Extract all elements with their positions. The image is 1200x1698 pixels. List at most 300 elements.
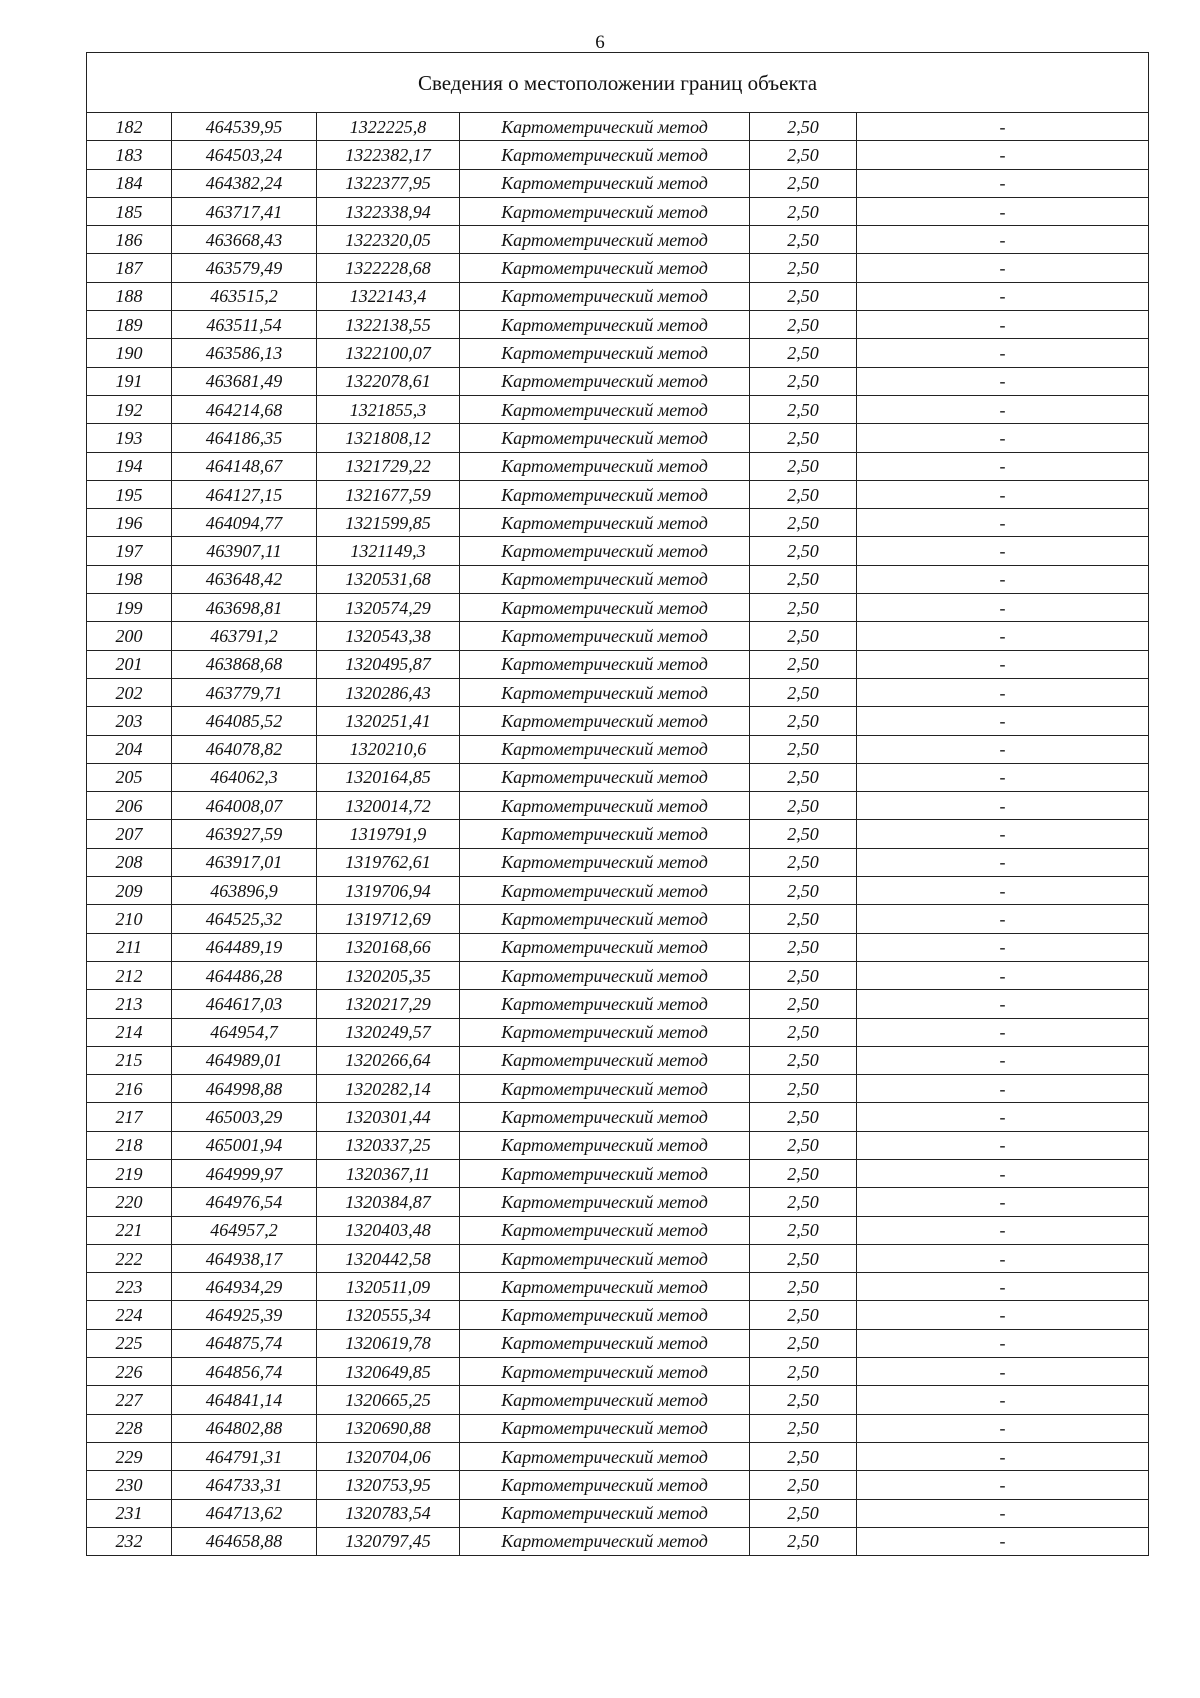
coord-y-cell: 1320205,35 bbox=[317, 961, 460, 989]
point-number-cell: 193 bbox=[87, 424, 172, 452]
description-cell: - bbox=[857, 537, 1149, 565]
point-number-cell: 211 bbox=[87, 933, 172, 961]
point-number-cell: 212 bbox=[87, 961, 172, 989]
table-row bbox=[87, 905, 1149, 933]
coord-y-cell: 1320217,29 bbox=[317, 990, 460, 1018]
description-cell: - bbox=[857, 565, 1149, 593]
point-number-cell: 226 bbox=[87, 1358, 172, 1386]
method-cell: Картометрический метод bbox=[460, 339, 750, 367]
table-row bbox=[87, 1442, 1149, 1470]
coord-y-cell: 1321677,59 bbox=[317, 480, 460, 508]
coord-x-cell: 464008,07 bbox=[172, 792, 317, 820]
coord-x-cell: 464925,39 bbox=[172, 1301, 317, 1329]
accuracy-cell: 2,50 bbox=[750, 1386, 857, 1414]
coord-x-cell: 464127,15 bbox=[172, 480, 317, 508]
description-cell: - bbox=[857, 1414, 1149, 1442]
coord-y-cell: 1321599,85 bbox=[317, 509, 460, 537]
coord-x-cell: 463681,49 bbox=[172, 367, 317, 395]
method-cell: Картометрический метод bbox=[460, 1301, 750, 1329]
coord-x-cell: 464214,68 bbox=[172, 395, 317, 423]
coord-y-cell: 1320168,66 bbox=[317, 933, 460, 961]
point-number-cell: 224 bbox=[87, 1301, 172, 1329]
coord-x-cell: 463648,42 bbox=[172, 565, 317, 593]
table-row bbox=[87, 1244, 1149, 1272]
method-cell: Картометрический метод bbox=[460, 226, 750, 254]
coord-y-cell: 1320783,54 bbox=[317, 1499, 460, 1527]
method-cell: Картометрический метод bbox=[460, 961, 750, 989]
accuracy-cell: 2,50 bbox=[750, 763, 857, 791]
coord-y-cell: 1320442,58 bbox=[317, 1244, 460, 1272]
accuracy-cell: 2,50 bbox=[750, 1301, 857, 1329]
description-cell: - bbox=[857, 848, 1149, 876]
description-cell: - bbox=[857, 141, 1149, 169]
point-number-cell: 225 bbox=[87, 1329, 172, 1357]
description-cell: - bbox=[857, 339, 1149, 367]
method-cell: Картометрический метод bbox=[460, 113, 750, 141]
method-cell: Картометрический метод bbox=[460, 1442, 750, 1470]
accuracy-cell: 2,50 bbox=[750, 707, 857, 735]
point-number-cell: 182 bbox=[87, 113, 172, 141]
coord-x-cell: 464525,32 bbox=[172, 905, 317, 933]
point-number-cell: 210 bbox=[87, 905, 172, 933]
method-cell: Картометрический метод bbox=[460, 169, 750, 197]
coord-y-cell: 1320210,6 bbox=[317, 735, 460, 763]
point-number-cell: 184 bbox=[87, 169, 172, 197]
description-cell: - bbox=[857, 254, 1149, 282]
table-row bbox=[87, 565, 1149, 593]
coord-x-cell: 464658,88 bbox=[172, 1527, 317, 1555]
point-number-cell: 192 bbox=[87, 395, 172, 423]
method-cell: Картометрический метод bbox=[460, 1414, 750, 1442]
table-row bbox=[87, 226, 1149, 254]
method-cell: Картометрический метод bbox=[460, 1527, 750, 1555]
method-cell: Картометрический метод bbox=[460, 480, 750, 508]
point-number-cell: 217 bbox=[87, 1103, 172, 1131]
coord-x-cell: 464989,01 bbox=[172, 1046, 317, 1074]
coord-y-cell: 1320251,41 bbox=[317, 707, 460, 735]
table-row bbox=[87, 961, 1149, 989]
description-cell: - bbox=[857, 933, 1149, 961]
method-cell: Картометрический метод bbox=[460, 933, 750, 961]
coord-y-cell: 1320266,64 bbox=[317, 1046, 460, 1074]
coord-y-cell: 1320649,85 bbox=[317, 1358, 460, 1386]
point-number-cell: 218 bbox=[87, 1131, 172, 1159]
description-cell: - bbox=[857, 961, 1149, 989]
table-row bbox=[87, 792, 1149, 820]
coord-x-cell: 463868,68 bbox=[172, 650, 317, 678]
method-cell: Картометрический метод bbox=[460, 990, 750, 1018]
method-cell: Картометрический метод bbox=[460, 622, 750, 650]
coord-y-cell: 1320286,43 bbox=[317, 678, 460, 706]
method-cell: Картометрический метод bbox=[460, 395, 750, 423]
description-cell: - bbox=[857, 735, 1149, 763]
description-cell: - bbox=[857, 905, 1149, 933]
coord-x-cell: 463927,59 bbox=[172, 820, 317, 848]
method-cell: Картометрический метод bbox=[460, 1131, 750, 1159]
coord-y-cell: 1320014,72 bbox=[317, 792, 460, 820]
description-cell: - bbox=[857, 1216, 1149, 1244]
coord-y-cell: 1322382,17 bbox=[317, 141, 460, 169]
table-row bbox=[87, 1159, 1149, 1187]
coord-y-cell: 1322100,07 bbox=[317, 339, 460, 367]
accuracy-cell: 2,50 bbox=[750, 1046, 857, 1074]
coord-x-cell: 464791,31 bbox=[172, 1442, 317, 1470]
table-row bbox=[87, 254, 1149, 282]
table-title: Сведения о местоположении границ объекта bbox=[87, 53, 1149, 113]
coord-x-cell: 464713,62 bbox=[172, 1499, 317, 1527]
description-cell: - bbox=[857, 1244, 1149, 1272]
table-row bbox=[87, 990, 1149, 1018]
method-cell: Картометрический метод bbox=[460, 678, 750, 706]
coord-x-cell: 464148,67 bbox=[172, 452, 317, 480]
coord-y-cell: 1320384,87 bbox=[317, 1188, 460, 1216]
coord-x-cell: 464976,54 bbox=[172, 1188, 317, 1216]
coord-y-cell: 1322225,8 bbox=[317, 113, 460, 141]
coord-y-cell: 1320337,25 bbox=[317, 1131, 460, 1159]
method-cell: Картометрический метод bbox=[460, 848, 750, 876]
accuracy-cell: 2,50 bbox=[750, 509, 857, 537]
table-body bbox=[87, 53, 1149, 1556]
method-cell: Картометрический метод bbox=[460, 1046, 750, 1074]
method-cell: Картометрический метод bbox=[460, 1159, 750, 1187]
accuracy-cell: 2,50 bbox=[750, 367, 857, 395]
table-row bbox=[87, 735, 1149, 763]
coord-y-cell: 1320555,34 bbox=[317, 1301, 460, 1329]
accuracy-cell: 2,50 bbox=[750, 197, 857, 225]
coord-y-cell: 1320543,38 bbox=[317, 622, 460, 650]
point-number-cell: 227 bbox=[87, 1386, 172, 1414]
method-cell: Картометрический метод bbox=[460, 905, 750, 933]
table-row bbox=[87, 1103, 1149, 1131]
description-cell: - bbox=[857, 990, 1149, 1018]
coord-y-cell: 1320704,06 bbox=[317, 1442, 460, 1470]
accuracy-cell: 2,50 bbox=[750, 622, 857, 650]
coord-y-cell: 1320367,11 bbox=[317, 1159, 460, 1187]
point-number-cell: 206 bbox=[87, 792, 172, 820]
coord-x-cell: 465001,94 bbox=[172, 1131, 317, 1159]
accuracy-cell: 2,50 bbox=[750, 226, 857, 254]
point-number-cell: 196 bbox=[87, 509, 172, 537]
coord-y-cell: 1320690,88 bbox=[317, 1414, 460, 1442]
method-cell: Картометрический метод bbox=[460, 650, 750, 678]
coord-x-cell: 464617,03 bbox=[172, 990, 317, 1018]
method-cell: Картометрический метод bbox=[460, 792, 750, 820]
accuracy-cell: 2,50 bbox=[750, 1244, 857, 1272]
method-cell: Картометрический метод bbox=[460, 1216, 750, 1244]
table-row bbox=[87, 763, 1149, 791]
point-number-cell: 208 bbox=[87, 848, 172, 876]
point-number-cell: 220 bbox=[87, 1188, 172, 1216]
description-cell: - bbox=[857, 1442, 1149, 1470]
coord-y-cell: 1322228,68 bbox=[317, 254, 460, 282]
point-number-cell: 188 bbox=[87, 282, 172, 310]
method-cell: Картометрический метод bbox=[460, 1244, 750, 1272]
point-number-cell: 215 bbox=[87, 1046, 172, 1074]
accuracy-cell: 2,50 bbox=[750, 424, 857, 452]
table-row bbox=[87, 480, 1149, 508]
coord-x-cell: 464957,2 bbox=[172, 1216, 317, 1244]
accuracy-cell: 2,50 bbox=[750, 1414, 857, 1442]
method-cell: Картометрический метод bbox=[460, 1075, 750, 1103]
description-cell: - bbox=[857, 1046, 1149, 1074]
description-cell: - bbox=[857, 424, 1149, 452]
point-number-cell: 189 bbox=[87, 311, 172, 339]
method-cell: Картометрический метод bbox=[460, 877, 750, 905]
table-row bbox=[87, 1499, 1149, 1527]
accuracy-cell: 2,50 bbox=[750, 820, 857, 848]
accuracy-cell: 2,50 bbox=[750, 254, 857, 282]
description-cell: - bbox=[857, 395, 1149, 423]
method-cell: Картометрический метод bbox=[460, 1329, 750, 1357]
coord-x-cell: 463586,13 bbox=[172, 339, 317, 367]
description-cell: - bbox=[857, 1131, 1149, 1159]
coord-y-cell: 1322138,55 bbox=[317, 311, 460, 339]
point-number-cell: 232 bbox=[87, 1527, 172, 1555]
coord-x-cell: 464856,74 bbox=[172, 1358, 317, 1386]
method-cell: Картометрический метод bbox=[460, 1471, 750, 1499]
coord-y-cell: 1319762,61 bbox=[317, 848, 460, 876]
description-cell: - bbox=[857, 1103, 1149, 1131]
method-cell: Картометрический метод bbox=[460, 594, 750, 622]
table-row bbox=[87, 877, 1149, 905]
coord-y-cell: 1320619,78 bbox=[317, 1329, 460, 1357]
table-row bbox=[87, 452, 1149, 480]
coord-y-cell: 1320282,14 bbox=[317, 1075, 460, 1103]
table-row bbox=[87, 141, 1149, 169]
point-number-cell: 216 bbox=[87, 1075, 172, 1103]
accuracy-cell: 2,50 bbox=[750, 311, 857, 339]
table-row bbox=[87, 197, 1149, 225]
table-row bbox=[87, 1386, 1149, 1414]
method-cell: Картометрический метод bbox=[460, 282, 750, 310]
accuracy-cell: 2,50 bbox=[750, 1075, 857, 1103]
point-number-cell: 202 bbox=[87, 678, 172, 706]
method-cell: Картометрический метод bbox=[460, 1018, 750, 1046]
point-number-cell: 198 bbox=[87, 565, 172, 593]
table-row bbox=[87, 1046, 1149, 1074]
description-cell: - bbox=[857, 1018, 1149, 1046]
coord-x-cell: 463917,01 bbox=[172, 848, 317, 876]
description-cell: - bbox=[857, 197, 1149, 225]
accuracy-cell: 2,50 bbox=[750, 1329, 857, 1357]
description-cell: - bbox=[857, 169, 1149, 197]
accuracy-cell: 2,50 bbox=[750, 1358, 857, 1386]
description-cell: - bbox=[857, 820, 1149, 848]
coord-x-cell: 464998,88 bbox=[172, 1075, 317, 1103]
table-row bbox=[87, 282, 1149, 310]
table-row bbox=[87, 1018, 1149, 1046]
coord-y-cell: 1319712,69 bbox=[317, 905, 460, 933]
description-cell: - bbox=[857, 1188, 1149, 1216]
accuracy-cell: 2,50 bbox=[750, 594, 857, 622]
method-cell: Картометрический метод bbox=[460, 820, 750, 848]
coord-y-cell: 1321149,3 bbox=[317, 537, 460, 565]
coord-x-cell: 464503,24 bbox=[172, 141, 317, 169]
description-cell: - bbox=[857, 622, 1149, 650]
point-number-cell: 197 bbox=[87, 537, 172, 565]
accuracy-cell: 2,50 bbox=[750, 1188, 857, 1216]
coord-y-cell: 1322338,94 bbox=[317, 197, 460, 225]
accuracy-cell: 2,50 bbox=[750, 169, 857, 197]
coord-y-cell: 1321855,3 bbox=[317, 395, 460, 423]
accuracy-cell: 2,50 bbox=[750, 1471, 857, 1499]
description-cell: - bbox=[857, 1159, 1149, 1187]
table-row bbox=[87, 339, 1149, 367]
point-number-cell: 201 bbox=[87, 650, 172, 678]
table-row bbox=[87, 1273, 1149, 1301]
table-row bbox=[87, 113, 1149, 141]
description-cell: - bbox=[857, 1358, 1149, 1386]
coord-x-cell: 463896,9 bbox=[172, 877, 317, 905]
coord-y-cell: 1322078,61 bbox=[317, 367, 460, 395]
description-cell: - bbox=[857, 1499, 1149, 1527]
point-number-cell: 200 bbox=[87, 622, 172, 650]
coord-x-cell: 464382,24 bbox=[172, 169, 317, 197]
coord-x-cell: 463668,43 bbox=[172, 226, 317, 254]
coord-y-cell: 1322377,95 bbox=[317, 169, 460, 197]
method-cell: Картометрический метод bbox=[460, 311, 750, 339]
accuracy-cell: 2,50 bbox=[750, 395, 857, 423]
method-cell: Картометрический метод bbox=[460, 735, 750, 763]
method-cell: Картометрический метод bbox=[460, 1273, 750, 1301]
point-number-cell: 223 bbox=[87, 1273, 172, 1301]
accuracy-cell: 2,50 bbox=[750, 1442, 857, 1470]
accuracy-cell: 2,50 bbox=[750, 848, 857, 876]
coord-x-cell: 464938,17 bbox=[172, 1244, 317, 1272]
coord-y-cell: 1320403,48 bbox=[317, 1216, 460, 1244]
coord-y-cell: 1320164,85 bbox=[317, 763, 460, 791]
method-cell: Картометрический метод bbox=[460, 565, 750, 593]
table-row bbox=[87, 169, 1149, 197]
table-row bbox=[87, 1216, 1149, 1244]
description-cell: - bbox=[857, 1273, 1149, 1301]
point-number-cell: 199 bbox=[87, 594, 172, 622]
accuracy-cell: 2,50 bbox=[750, 792, 857, 820]
method-cell: Картометрический метод bbox=[460, 537, 750, 565]
point-number-cell: 194 bbox=[87, 452, 172, 480]
table-row bbox=[87, 820, 1149, 848]
coord-x-cell: 464489,19 bbox=[172, 933, 317, 961]
point-number-cell: 209 bbox=[87, 877, 172, 905]
coord-x-cell: 464802,88 bbox=[172, 1414, 317, 1442]
coord-x-cell: 464841,14 bbox=[172, 1386, 317, 1414]
page-number: 6 bbox=[595, 32, 605, 53]
table-row bbox=[87, 1471, 1149, 1499]
accuracy-cell: 2,50 bbox=[750, 650, 857, 678]
point-number-cell: 207 bbox=[87, 820, 172, 848]
table-row bbox=[87, 367, 1149, 395]
accuracy-cell: 2,50 bbox=[750, 537, 857, 565]
accuracy-cell: 2,50 bbox=[750, 877, 857, 905]
accuracy-cell: 2,50 bbox=[750, 339, 857, 367]
table-row bbox=[87, 1188, 1149, 1216]
accuracy-cell: 2,50 bbox=[750, 480, 857, 508]
point-number-cell: 214 bbox=[87, 1018, 172, 1046]
table-row bbox=[87, 594, 1149, 622]
accuracy-cell: 2,50 bbox=[750, 1159, 857, 1187]
coord-y-cell: 1320753,95 bbox=[317, 1471, 460, 1499]
method-cell: Картометрический метод bbox=[460, 1386, 750, 1414]
method-cell: Картометрический метод bbox=[460, 424, 750, 452]
description-cell: - bbox=[857, 311, 1149, 339]
accuracy-cell: 2,50 bbox=[750, 141, 857, 169]
coord-x-cell: 464954,7 bbox=[172, 1018, 317, 1046]
coord-x-cell: 463579,49 bbox=[172, 254, 317, 282]
accuracy-cell: 2,50 bbox=[750, 735, 857, 763]
coord-y-cell: 1320665,25 bbox=[317, 1386, 460, 1414]
table-row bbox=[87, 848, 1149, 876]
description-cell: - bbox=[857, 763, 1149, 791]
description-cell: - bbox=[857, 113, 1149, 141]
method-cell: Картометрический метод bbox=[460, 452, 750, 480]
accuracy-cell: 2,50 bbox=[750, 1499, 857, 1527]
table-row bbox=[87, 395, 1149, 423]
table-row bbox=[87, 1414, 1149, 1442]
method-cell: Картометрический метод bbox=[460, 197, 750, 225]
coord-y-cell: 1320797,45 bbox=[317, 1527, 460, 1555]
coord-y-cell: 1322320,05 bbox=[317, 226, 460, 254]
point-number-cell: 222 bbox=[87, 1244, 172, 1272]
coord-x-cell: 464085,52 bbox=[172, 707, 317, 735]
table-row bbox=[87, 537, 1149, 565]
table-row bbox=[87, 424, 1149, 452]
point-number-cell: 185 bbox=[87, 197, 172, 225]
point-number-cell: 231 bbox=[87, 1499, 172, 1527]
accuracy-cell: 2,50 bbox=[750, 1216, 857, 1244]
description-cell: - bbox=[857, 594, 1149, 622]
point-number-cell: 230 bbox=[87, 1471, 172, 1499]
boundary-coordinates-table bbox=[86, 52, 1149, 1556]
accuracy-cell: 2,50 bbox=[750, 113, 857, 141]
description-cell: - bbox=[857, 1301, 1149, 1329]
point-number-cell: 190 bbox=[87, 339, 172, 367]
table-row bbox=[87, 1075, 1149, 1103]
description-cell: - bbox=[857, 1075, 1149, 1103]
coord-x-cell: 464186,35 bbox=[172, 424, 317, 452]
coord-y-cell: 1321729,22 bbox=[317, 452, 460, 480]
coord-x-cell: 464539,95 bbox=[172, 113, 317, 141]
coord-y-cell: 1321808,12 bbox=[317, 424, 460, 452]
accuracy-cell: 2,50 bbox=[750, 933, 857, 961]
table-row bbox=[87, 1358, 1149, 1386]
point-number-cell: 203 bbox=[87, 707, 172, 735]
description-cell: - bbox=[857, 452, 1149, 480]
description-cell: - bbox=[857, 707, 1149, 735]
method-cell: Картометрический метод bbox=[460, 1358, 750, 1386]
method-cell: Картометрический метод bbox=[460, 707, 750, 735]
method-cell: Картометрический метод bbox=[460, 1188, 750, 1216]
accuracy-cell: 2,50 bbox=[750, 452, 857, 480]
coord-x-cell: 464062,3 bbox=[172, 763, 317, 791]
point-number-cell: 195 bbox=[87, 480, 172, 508]
table-row bbox=[87, 622, 1149, 650]
point-number-cell: 187 bbox=[87, 254, 172, 282]
method-cell: Картометрический метод bbox=[460, 763, 750, 791]
coord-y-cell: 1320249,57 bbox=[317, 1018, 460, 1046]
description-cell: - bbox=[857, 678, 1149, 706]
point-number-cell: 229 bbox=[87, 1442, 172, 1470]
table-row bbox=[87, 707, 1149, 735]
description-cell: - bbox=[857, 650, 1149, 678]
table-row bbox=[87, 1131, 1149, 1159]
description-cell: - bbox=[857, 1386, 1149, 1414]
description-cell: - bbox=[857, 1471, 1149, 1499]
table-row bbox=[87, 1329, 1149, 1357]
accuracy-cell: 2,50 bbox=[750, 1527, 857, 1555]
accuracy-cell: 2,50 bbox=[750, 565, 857, 593]
coord-y-cell: 1320495,87 bbox=[317, 650, 460, 678]
coord-x-cell: 464934,29 bbox=[172, 1273, 317, 1301]
